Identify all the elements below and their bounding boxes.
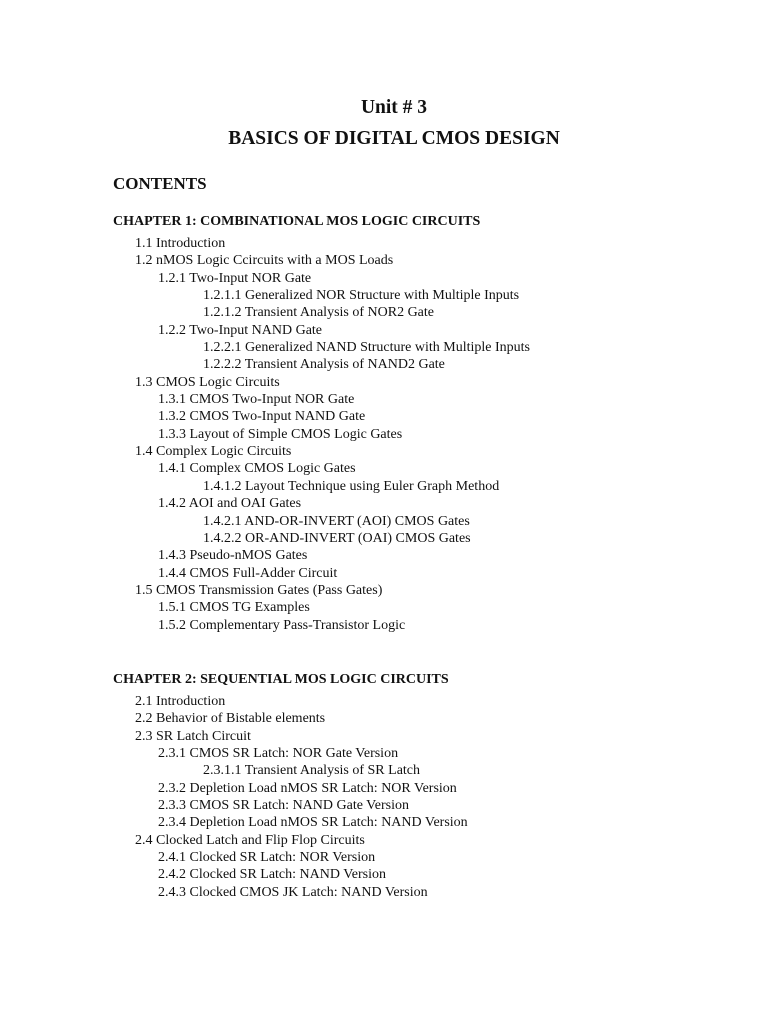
toc-entry: 1.5.1 CMOS TG Examples (158, 600, 310, 616)
chapter-2-section (113, 670, 753, 901)
toc-entry: 1.4.2 AOI and OAI Gates (158, 496, 302, 512)
toc-entry: 1.2.1.2 Transient Analysis of NOR2 Gate (203, 305, 434, 321)
toc-entry: 1.4.4 CMOS Full-Adder Circuit (158, 565, 338, 581)
toc-entry: 2.3.3 CMOS SR Latch: NAND Gate Version (158, 798, 409, 814)
toc-entry: 1.3.3 Layout of Simple CMOS Logic Gates (158, 426, 403, 442)
toc-entry: 1.2.1 Two-Input NOR Gate (158, 270, 312, 286)
toc-entry: 1.4.3 Pseudo-nMOS Gates (158, 548, 308, 564)
toc-entry: 2.3 SR Latch Circuit (135, 728, 251, 744)
toc-entry: 1.4.1 Complex CMOS Logic Gates (158, 461, 356, 477)
toc-entry: 2.1 Introduction (135, 694, 226, 709)
toc-entry: 2.3.4 Depletion Load nMOS SR Latch: NAND Version (158, 815, 468, 831)
document-title: BASICS OF DIGITAL CMOS DESIGN (228, 128, 560, 149)
toc-entry: 2.4.1 Clocked SR Latch: NOR Version (158, 850, 376, 866)
toc-entry: 2.3.1.1 Transient Analysis of SR Latch (203, 763, 421, 779)
unit-number: Unit # 3 (360, 97, 428, 118)
toc-entry: 2.3.2 Depletion Load nMOS SR Latch: NOR Version (158, 780, 457, 796)
toc-entry: 2.4.2 Clocked SR Latch: NAND Version (158, 867, 386, 883)
toc-entry: 1.4 Complex Logic Circuits (135, 444, 292, 460)
chapter-1-heading: CHAPTER 1: COMBINATIONAL MOS LOGIC CIRCUITS (113, 214, 481, 229)
toc-entry: 2.3.1 CMOS SR Latch: NOR Gate Version (158, 746, 399, 762)
chapter-2-heading: CHAPTER 2: SEQUENTIAL MOS LOGIC CIRCUITS (113, 672, 449, 687)
toc-entry: 1.3.2 CMOS Two-Input NAND Gate (158, 409, 366, 425)
toc-entry: 1.2.2.1 Generalized NAND Structure with Multiple Inputs (203, 340, 530, 356)
toc-entry: 1.5 CMOS Transmission Gates (Pass Gates) (135, 582, 383, 598)
chapter-1-toc-list (113, 235, 753, 634)
contents-heading: CONTENTS (113, 174, 207, 193)
toc-entry: 1.4.2.1 AND-OR-INVERT (AOI) CMOS Gates (203, 513, 470, 529)
toc-entry: 2.2 Behavior of Bistable elements (135, 711, 326, 727)
toc-entry: 2.4.3 Clocked CMOS JK Latch: NAND Version (158, 884, 428, 900)
toc-entry: 1.5.2 Complementary Pass-Transistor Logic (158, 617, 406, 633)
toc-entry: 1.1 Introduction (135, 236, 226, 251)
toc-entry: 1.2 nMOS Logic Ccircuits with a MOS Loads (135, 253, 394, 269)
toc-entry: 1.3 CMOS Logic Circuits (135, 374, 280, 390)
toc-entry: 1.4.2.2 OR-AND-INVERT (OAI) CMOS Gates (203, 530, 471, 546)
toc-entry: 1.2.1.1 Generalized NOR Structure with Multiple Inputs (203, 288, 520, 304)
toc-entry: 1.3.1 CMOS Two-Input NOR Gate (158, 392, 355, 408)
chapter-1-section (113, 212, 753, 634)
toc-entry: 2.4 Clocked Latch and Flip Flop Circuits (135, 832, 365, 848)
chapter-2-toc-list (113, 693, 753, 901)
toc-entry: 1.4.1.2 Layout Technique using Euler Graph Method (203, 478, 500, 494)
toc-entry: 1.2.2.2 Transient Analysis of NAND2 Gate (203, 357, 445, 373)
toc-entry: 1.2.2 Two-Input NAND Gate (158, 322, 323, 338)
